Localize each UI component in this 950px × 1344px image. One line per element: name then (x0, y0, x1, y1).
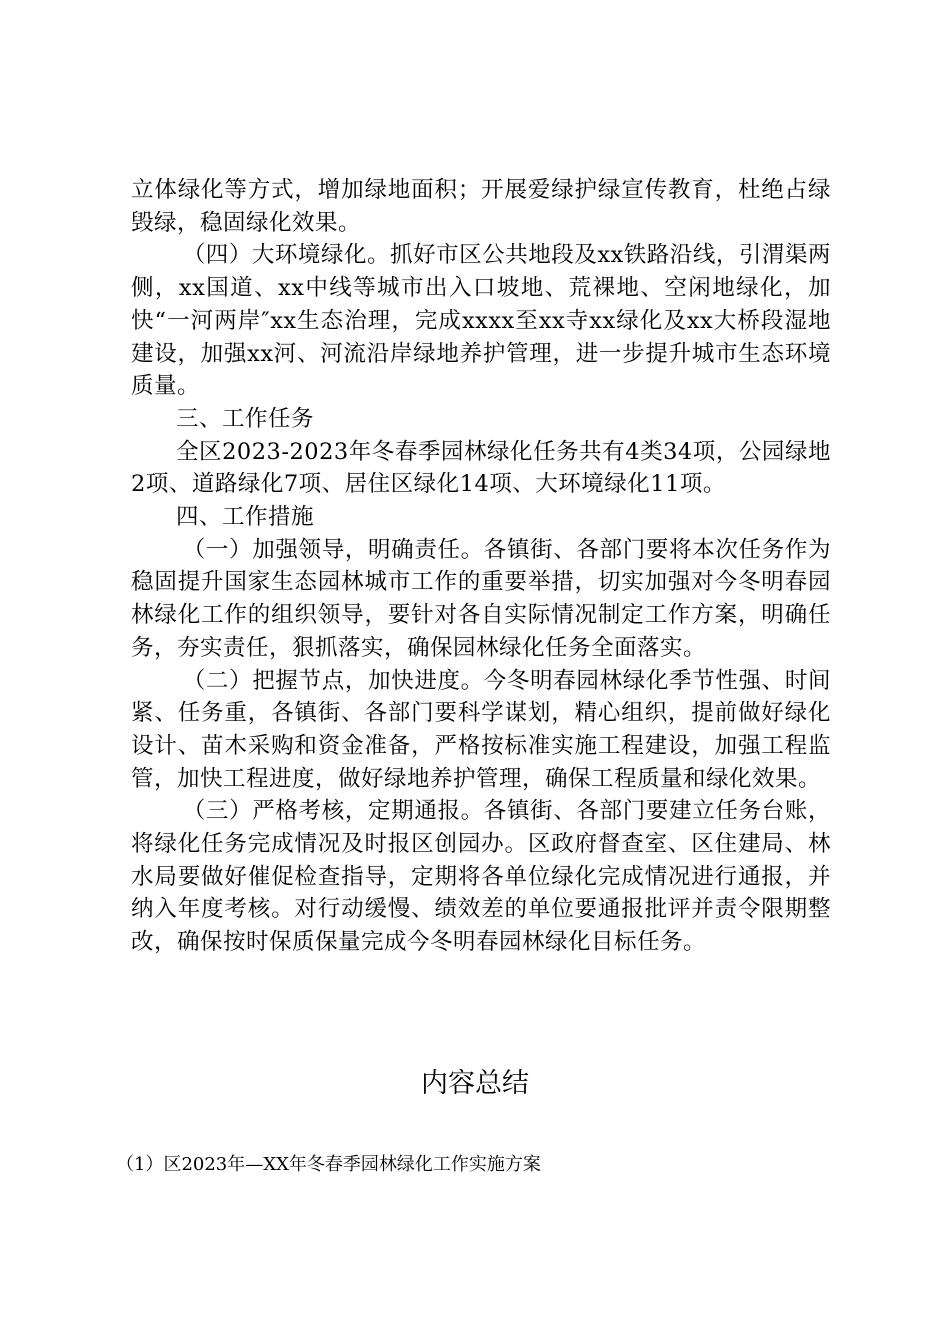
paragraph-continuation: 立体绿化等方式，增加绿地面积；开展爱绿护绿宣传教育，杜绝占绿毁绿，稳固绿化效果。 (131, 177, 831, 236)
section-heading-tasks: 三、工作任务 (176, 405, 315, 432)
paragraph-environment-greening: （四）大环境绿化。抓好市区公共地段及xx铁路沿线，引渭渠两侧，xx国道、xx中线等城市出入口坡地、荒裸地、空闲地绿化，加快“一河两岸″xx生态治理，完成xxxx至xx寺xx绿化及xx大桥段湿地建设，加强xx河、河流沿岸绿地养护管理，进一步提升城市生态环境质量。 (131, 242, 831, 400)
section-heading-measures: 四、工作措施 (176, 504, 315, 531)
paragraph-measure-progress: （二）把握节点，加快进度。今冬明春园林绿化季节性强、时间紧、任务重，各镇街、各部门要科学谋划，精心组织，提前做好绿化设计、苗木采购和资金准备，严格按标准实施工程建设，加强工程监管，加快工程进度，做好绿地养护管理，确保工程质量和绿化效果。 (131, 667, 831, 792)
paragraph-task-summary: 全区2023-2023年冬春季园林绿化任务共有4类34项，公园绿地2项、道路绿化7项、居住区绿化14项、大环境绿化11项。 (131, 438, 831, 498)
summary-title: 内容总结 (421, 1068, 529, 1099)
document-body (131, 174, 831, 959)
summary-item: （1）区2023年—XX年冬春季园林绿化工作实施方案 (116, 1154, 541, 1175)
paragraph-measure-assessment: （三）严格考核，定期通报。各镇街、各部门要建立任务台账，将绿化任务完成情况及时报区创园办。区政府督查室、区住建局、林水局要做好催促检查指导，定期将各单位绿化完成情况进行通报，并纳入年度考核。对行动缓慢、绩效差的单位要通报批评并责令限期整改，确保按时保质保量完成今冬明春园林绿化目标任务。 (131, 798, 831, 956)
paragraph-measure-leadership: （一）加强领导，明确责任。各镇街、各部门要将本次任务作为稳固提升国家生态园林城市工作的重要举措，切实加强对今冬明春园林绿化工作的组织领导，要针对各自实际情况制定工作方案，明确任务，夯实责任，狠抓落实，确保园林绿化任务全面落实。 (131, 536, 831, 661)
